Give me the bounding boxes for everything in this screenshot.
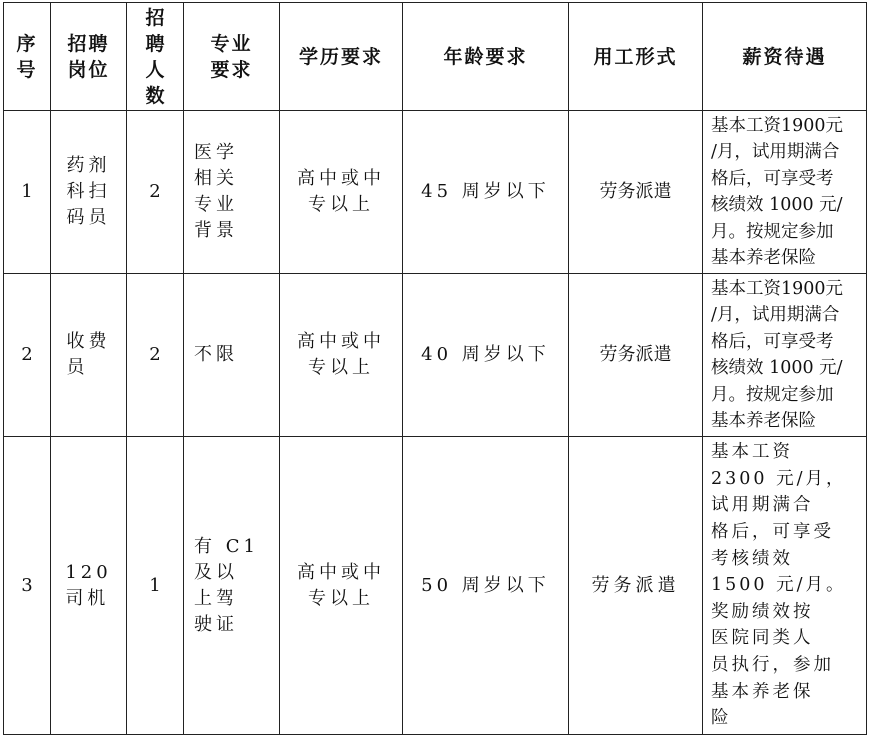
header-employment: 用工形式	[569, 3, 703, 111]
cell-seq: 2	[4, 274, 51, 437]
header-seq: 序 号	[4, 3, 51, 111]
cell-employment: 劳务派遣	[569, 437, 703, 735]
header-count: 招 聘 人 数	[127, 3, 184, 111]
cell-salary: 基本工资1900元 /月，试用期满合 格后，可享受考 核绩效 1000 元/ 月。按规定参加 基本养老保险	[703, 111, 867, 274]
header-position: 招聘 岗位	[51, 3, 127, 111]
cell-education: 高中或中 专以上	[280, 274, 403, 437]
cell-major: 不限	[184, 274, 280, 437]
header-row	[4, 3, 867, 111]
cell-position: 收费 员	[51, 274, 127, 437]
cell-employment: 劳务派遣	[569, 274, 703, 437]
header-major: 专业 要求	[184, 3, 280, 111]
cell-salary: 基本工资 2300 元/月， 试用期满合 格后，可享受 考核绩效 1500 元/月。 奖励绩效按 医院同类人 员执行，参加 基本养老保 险	[703, 437, 867, 735]
cell-count: 2	[127, 274, 184, 437]
table-row	[4, 274, 867, 437]
cell-age: 40 周岁以下	[403, 274, 569, 437]
recruitment-table-wrapper	[3, 2, 867, 735]
cell-age: 50 周岁以下	[403, 437, 569, 735]
cell-position: 药剂 科扫 码员	[51, 111, 127, 274]
cell-salary: 基本工资1900元 /月，试用期满合 格后，可享受考 核绩效 1000 元/ 月。按规定参加 基本养老保险	[703, 274, 867, 437]
recruitment-table	[3, 2, 867, 735]
cell-seq: 1	[4, 111, 51, 274]
cell-education: 高中或中 专以上	[280, 437, 403, 735]
header-education: 学历要求	[280, 3, 403, 111]
cell-count: 2	[127, 111, 184, 274]
cell-count: 1	[127, 437, 184, 735]
cell-education: 高中或中 专以上	[280, 111, 403, 274]
cell-employment: 劳务派遣	[569, 111, 703, 274]
header-salary: 薪资待遇	[703, 3, 867, 111]
cell-major: 有 C1 及以 上驾 驶证	[184, 437, 280, 735]
header-age: 年龄要求	[403, 3, 569, 111]
table-row	[4, 111, 867, 274]
cell-position: 120 司机	[51, 437, 127, 735]
cell-seq: 3	[4, 437, 51, 735]
cell-major: 医学 相关 专业 背景	[184, 111, 280, 274]
cell-age: 45 周岁以下	[403, 111, 569, 274]
table-row	[4, 437, 867, 735]
